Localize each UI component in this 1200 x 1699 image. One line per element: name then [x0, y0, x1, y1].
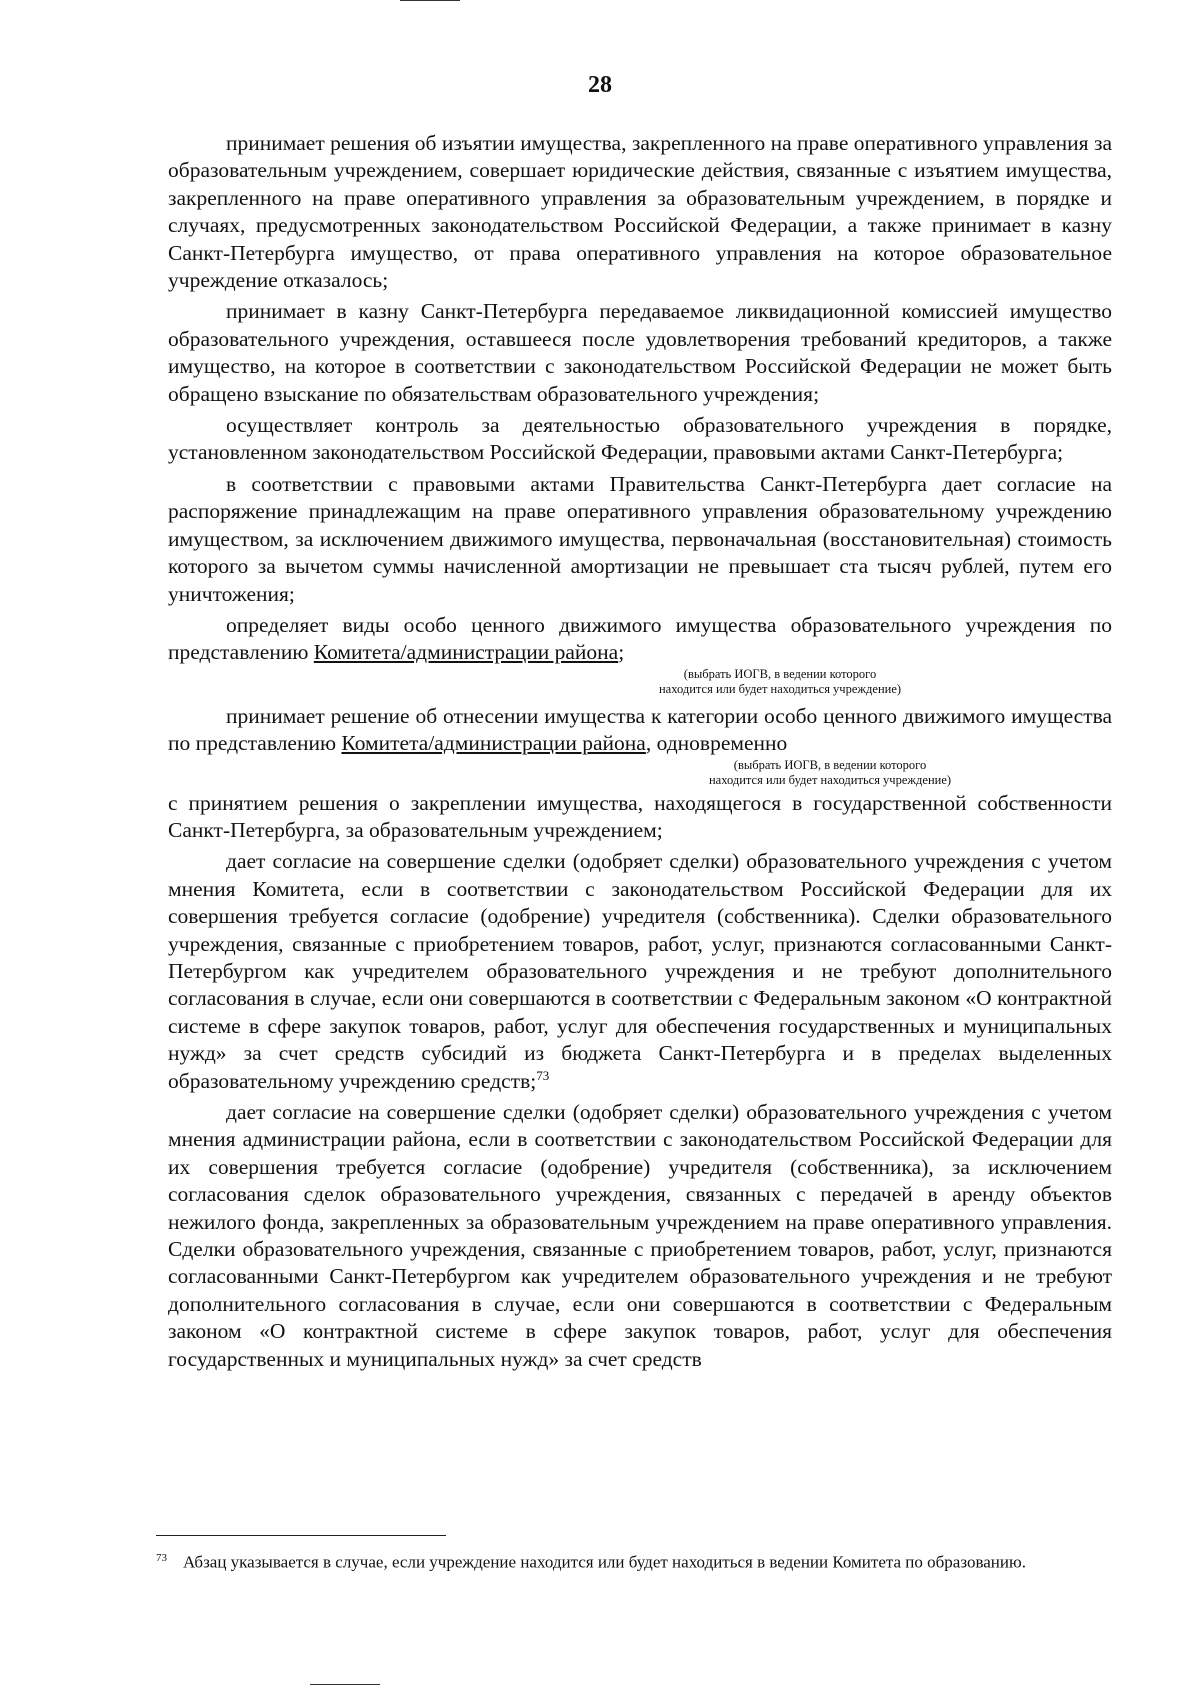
authority-hint-2-line-2: находится или будет находиться учреждение) — [708, 772, 952, 787]
footnote-separator — [156, 1535, 446, 1536]
paragraph-6-continued: с принятием решения о закреплении имущества, находящегося в государственной собственности Санкт-Петербурга, за образовательным учреждением; — [168, 790, 1112, 842]
authority-hint-1-line-1: (выбрать ИОГВ, в ведении которого — [683, 666, 877, 681]
paragraph-3: осуществляет контроль за деятельностью образовательного учреждения в порядке, установленном законодательством Российской Федерации, правовыми актами Санкт-Петербурга; — [168, 413, 1112, 465]
paragraph-6-end: , одновременно — [645, 731, 788, 756]
page-number: 28 — [588, 72, 612, 98]
footnote-number: 73 — [156, 1552, 167, 1564]
bottom-edge-mark — [310, 1684, 380, 1685]
paragraph-5-end: ; — [618, 640, 625, 665]
footnote-reference: 73 — [536, 1067, 550, 1083]
paragraph-5-text: определяет виды особо ценного движимого имущества образовательного учреждения по представлению — [168, 612, 1112, 665]
footnote — [156, 1547, 1101, 1574]
paragraph-6-text: принимает решение об отнесении имущества к категории особо ценного движимого имущества по представлению — [168, 703, 1112, 756]
authority-hint-1-line-2: находится или будет находиться учреждение) — [658, 681, 902, 696]
body-text — [168, 130, 1112, 1377]
authority-placeholder-2: Комитета/администрации района — [341, 731, 646, 756]
paragraph-6 — [168, 703, 1112, 758]
paragraph-1: принимает решения об изъятии имущества, закрепленного на праве оперативного управления за образовательным учреждением, совершает юридические действия, связанные с изъятием имущества, закрепленного на праве оперативного управления за образовательным учреждением, в порядке и случаях, предусмотренных законодательством Российской Федерации, а также принимает в казну Санкт-Петербурга имущество, от права оперативного управления на которое образовательное учреждение отказалось; — [168, 131, 1112, 293]
top-edge-mark — [400, 0, 460, 1]
paragraph-5 — [168, 612, 1112, 667]
authority-hint-2-line-1: (выбрать ИОГВ, в ведении которого — [733, 757, 927, 772]
footnote-text: Абзац указывается в случае, если учреждение находится или будет находиться в ведении Комитета по образованию. — [183, 1552, 1026, 1572]
paragraph-2: принимает в казну Санкт-Петербурга передаваемое ликвидационной комиссией имущество образовательного учреждения, оставшееся после удовлетворения требований кредиторов, а также имущество, на которое в соответствии с законодательством Российской Федерации не может быть обращено взыскание по обязательствам образовательного учреждения; — [168, 299, 1112, 406]
authority-hint-1 — [168, 667, 1112, 697]
paragraph-8: дает согласие на совершение сделки (одобряет сделки) образовательного учреждения с учетом мнения администрации района, если в соответствии с законодательством Российской Федерации для их совершения требуется согласие (одобрение) учредителя (собственника), за исключением согласования сделок образовательного учреждения, связанных с передачей в аренду объектов нежилого фонда, закрепленных за образовательным учреждением на праве оперативного управления. Сделки образовательного учреждения, связанные с приобретением товаров, работ, услуг, признаются согласованными Санкт-Петербургом как учредителем образовательного учреждения и не требуют дополнительного согласования в случае, если они совершаются в соответствии с Федеральным законом «О контрактной системе в сфере закупок товаров, работ, услуг для обеспечения государственных и муниципальных нужд» за счет средств — [168, 1100, 1112, 1371]
paragraph-7 — [168, 848, 1112, 1095]
paragraph-4: в соответствии с правовыми актами Правительства Санкт-Петербурга дает согласие на распоряжение принадлежащим на праве оперативного управления образовательному учреждению имуществом, за исключением движимого имущества, первоначальная (восстановительная) стоимость которого за вычетом суммы начисленной амортизации не превышает ста тысяч рублей, путем его уничтожения; — [168, 471, 1112, 606]
paragraph-7-text: дает согласие на совершение сделки (одобряет сделки) образовательного учреждения с учетом мнения Комитета, если в соответствии с законодательством Российской Федерации для их совершения требуется согласие (одобрение) учредителя (собственника). Сделки образовательного учреждения, связанные с приобретением товаров, работ, услуг, признаются согласованными Санкт-Петербургом как учредителем образовательного учреждения и не требуют дополнительного согласования в случае, если они совершаются в соответствии с Федеральным законом «О контрактной системе в сфере закупок товаров, работ, услуг для обеспечения государственных и муниципальных нужд» за счет средств субсидий из бюджета Санкт-Петербурга и в пределах выделенных образовательному учреждению средств; — [168, 849, 1112, 1093]
authority-hint-2 — [168, 758, 1112, 788]
authority-placeholder-1: Комитета/администрации района — [313, 640, 619, 665]
